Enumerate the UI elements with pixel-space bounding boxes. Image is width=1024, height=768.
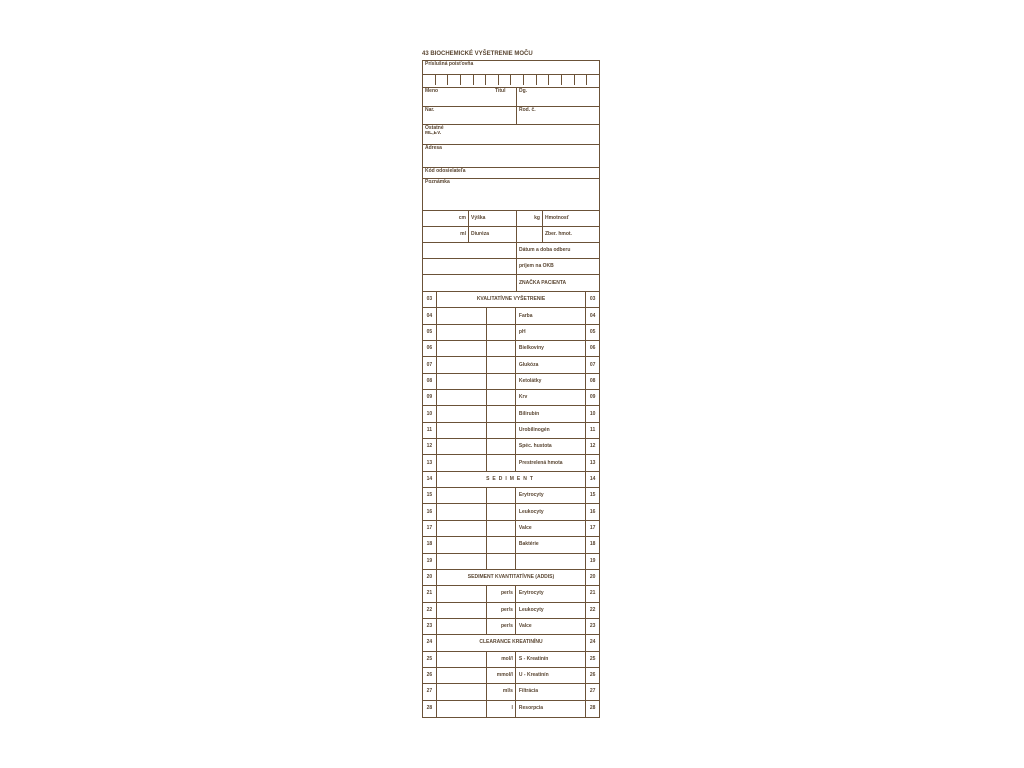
sediment-header: SEDIMENT: [436, 472, 586, 487]
table-row: 07 Glukóza 07: [423, 357, 599, 373]
table-row: 28 l Resorpcia 28: [423, 701, 599, 717]
name-label: Meno: [425, 88, 439, 94]
table-row: 05 pH 05: [423, 325, 599, 341]
patient-mark-label: ZNAČKA PACIENTA: [516, 275, 599, 291]
sediment-header-row: 14 SEDIMENT 14: [423, 472, 599, 488]
height-label: Výška: [468, 211, 516, 226]
weight-unit: kg: [516, 211, 542, 226]
table-row: 11 Urobilinogén 11: [423, 423, 599, 439]
grid-header-row: 03 KVALITATÍVNE VYŠETRENIE 03: [423, 292, 599, 308]
table-row: 26 mmol/l U - Kreatinín 26: [423, 668, 599, 684]
insurer-label: Príslušná poisťovňa: [425, 61, 474, 67]
table-row: 12 Spéc. hustota 12: [423, 439, 599, 455]
height-unit: cm: [458, 215, 466, 221]
sediment-quant-header: SEDIMENT KVANTITATÍVNE (ADDIS): [436, 570, 586, 585]
clearance-header-row: 24 CLEARANCE KREATINÍNU 24: [423, 635, 599, 651]
other-label: Ostatné: [425, 125, 444, 131]
name-row: [423, 88, 599, 107]
diuresis-row: [423, 227, 599, 243]
table-row: 27 ml/s Filtrácia 27: [423, 684, 599, 700]
collection-label: Zber. hmot.: [542, 227, 599, 242]
born-label: Nar.: [425, 107, 435, 113]
note-label: Poznámka: [425, 179, 450, 185]
table-row: 09 Krv 09: [423, 390, 599, 406]
table-row: 17 Valce 17: [423, 521, 599, 537]
weight-label: Hmotnosť: [542, 211, 599, 226]
table-row: 04 Farba 04: [423, 308, 599, 324]
table-row: 23 per/s Valce 23: [423, 619, 599, 635]
table-row: 13 Prestrelená hmota 13: [423, 455, 599, 471]
collection-date-label: Dátum a doba odberu: [516, 243, 599, 258]
table-row: 06 Bielkoviny 06: [423, 341, 599, 357]
arrival-row: [423, 259, 599, 275]
note-row: [423, 179, 599, 211]
address-row: [423, 145, 599, 168]
signature-row: [423, 275, 599, 291]
qualitative-header: KVALITATÍVNE VYŠETRENIE: [436, 292, 586, 307]
table-row: 21 per/s Erytrocyty 21: [423, 586, 599, 602]
address-label: Adresa: [425, 145, 442, 151]
insurer-row: [423, 61, 599, 88]
sediment-quant-header-row: 20 SEDIMENT KVANTITATÍVNE (ADDIS) 20: [423, 570, 599, 586]
diuresis-value[interactable]: [516, 227, 542, 242]
patient-section: [422, 60, 600, 292]
other-label-2: ML,EV.: [425, 131, 442, 136]
title-label: Titul: [495, 88, 506, 94]
insurer-code-cells[interactable]: [423, 74, 599, 85]
sender-code-row: [423, 168, 599, 179]
born-row: [423, 107, 599, 125]
lab-request-form: [422, 48, 600, 718]
height-weight-row: [423, 211, 599, 227]
volume-unit: ml: [460, 231, 466, 237]
table-row: 08 Ketolátky 08: [423, 374, 599, 390]
table-row: 18 Baktérie 18: [423, 537, 599, 553]
table-row: 16 Leukocyty 16: [423, 504, 599, 520]
other-row: [423, 125, 599, 145]
birth-number-label: Rod. č.: [516, 107, 599, 124]
arrival-label: príjem na OKB: [516, 259, 599, 274]
table-row: 22 per/s Leukocyty 22: [423, 603, 599, 619]
date-row: [423, 243, 599, 259]
clearance-header: CLEARANCE KREATINÍNU: [436, 635, 586, 650]
table-row: 19 19: [423, 554, 599, 570]
table-row: 15 Erytrocyty 15: [423, 488, 599, 504]
table-row: 10 Bilirubín 10: [423, 406, 599, 422]
results-grid: [422, 292, 600, 718]
form-title: 43 BIOCHEMICKÉ VYŠETRENIE MOČU: [422, 51, 533, 57]
sender-code-label: Kód odosielateľa: [425, 168, 466, 174]
diuresis-label: Diuréza: [468, 227, 516, 242]
table-row: 25 mol/l S - Kreatinín 25: [423, 652, 599, 668]
diagnosis-label: Dg.: [516, 88, 599, 106]
